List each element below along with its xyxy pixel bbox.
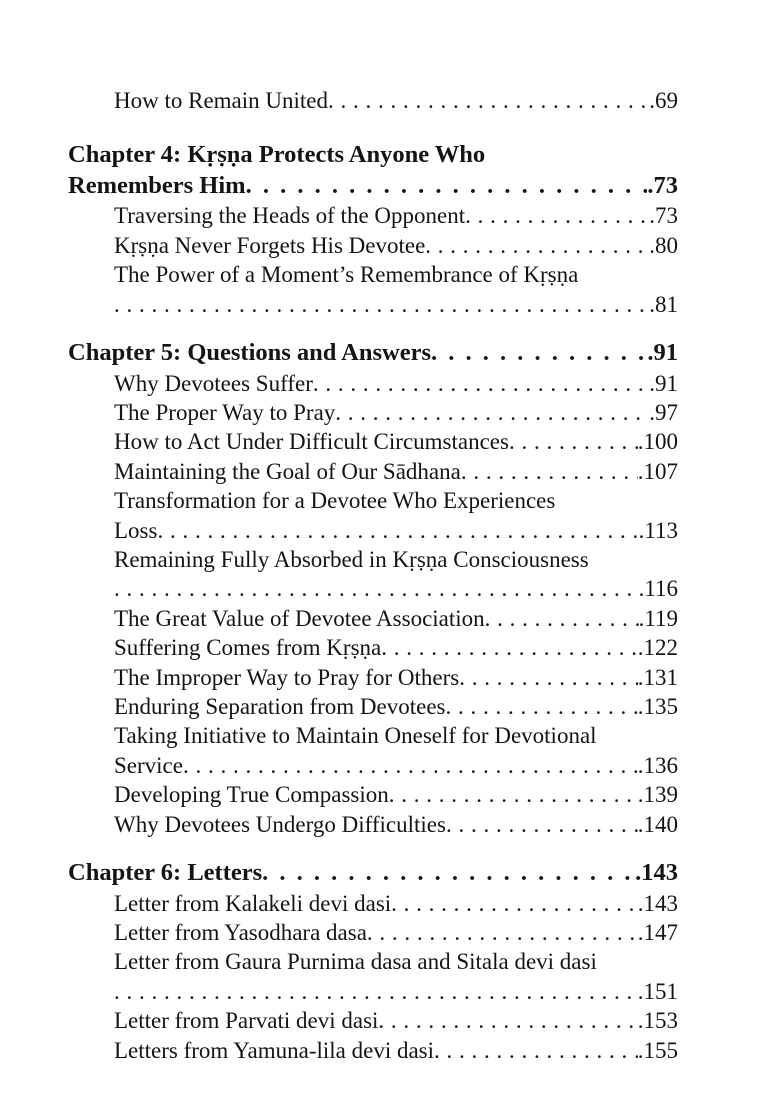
entry-page: .151 xyxy=(637,978,678,1004)
toc-entry xyxy=(68,457,678,486)
entry-title: Traversing the Heads of the Opponent xyxy=(114,203,466,229)
entry-page: .147 xyxy=(637,919,678,945)
toc-entry xyxy=(68,427,678,456)
toc-entry xyxy=(68,692,678,721)
entry-page: .136 xyxy=(637,752,678,778)
entry-page: .69 xyxy=(649,88,678,113)
dot-leader xyxy=(367,918,638,947)
toc-entry xyxy=(68,889,678,918)
entry-title-line1: Transformation for a Devotee Who Experiences xyxy=(114,488,556,514)
toc-entry xyxy=(68,633,678,662)
entry-page: .131 xyxy=(637,664,678,690)
dot-leader xyxy=(328,86,649,115)
dot-leader xyxy=(114,977,638,1006)
entry-page: .139 xyxy=(637,782,678,808)
dot-leader xyxy=(485,604,639,633)
toc-entry xyxy=(68,231,678,260)
entry-page: .135 xyxy=(637,694,678,719)
entry-page: .119 xyxy=(638,605,678,631)
dot-leader xyxy=(157,516,638,545)
toc-entry xyxy=(68,1036,678,1065)
dot-leader xyxy=(434,1036,638,1065)
entry-page: .153 xyxy=(637,1008,678,1034)
toc-entry xyxy=(68,947,678,1006)
chapter-page: .73 xyxy=(647,171,678,199)
entry-title: Letter from Yasodhara dasa xyxy=(114,919,367,945)
entry-page: .81 xyxy=(649,291,678,317)
entry-title: Letter from Gaura Purnima dasa and Sitala devi dasi xyxy=(114,949,597,975)
dot-leader xyxy=(465,201,649,230)
dot-leader xyxy=(446,692,638,721)
entry-title: Developing True Compassion xyxy=(114,782,389,808)
toc-entry xyxy=(68,810,678,839)
entry-page: .140 xyxy=(637,811,678,837)
entry-page: .143 xyxy=(637,890,678,916)
chapter-page: .143 xyxy=(635,859,678,887)
table-of-contents xyxy=(68,86,678,1065)
dot-leader xyxy=(114,290,649,319)
dot-leader xyxy=(381,633,638,662)
toc-entry xyxy=(68,918,678,947)
dot-leader xyxy=(378,1006,637,1035)
entry-title-line1: Taking Initiative to Maintain Oneself for Devotional xyxy=(114,723,597,749)
dot-leader xyxy=(246,171,648,202)
entry-page: .116 xyxy=(638,576,678,602)
entry-page: .155 xyxy=(637,1037,678,1063)
toc-entry xyxy=(68,663,678,692)
entry-page: .80 xyxy=(649,232,678,258)
toc-entry xyxy=(68,398,678,427)
entry-page: .113 xyxy=(638,517,678,543)
toc-entry xyxy=(68,486,678,545)
entry-title: Why Devotees Undergo Difficulties xyxy=(114,811,446,837)
entry-page: .91 xyxy=(649,370,678,396)
chapter-heading-line2: Remembers Him xyxy=(68,171,246,199)
chapter-heading: Chapter 5: Questions and Answers xyxy=(68,339,432,367)
entry-title: The Power of a Moment’s Remembrance of Kṛṣṇa xyxy=(114,262,579,288)
entry-page: .100 xyxy=(637,429,678,455)
entry-title: Kṛṣṇa Never Forgets His Devotee xyxy=(114,232,426,258)
entry-page: .97 xyxy=(649,399,678,425)
dot-leader xyxy=(461,457,638,486)
entry-title: Letter from Parvati devi dasi xyxy=(114,1008,379,1034)
dot-leader xyxy=(509,427,638,456)
dot-leader xyxy=(425,231,649,260)
dot-leader xyxy=(391,889,638,918)
chapter-page: .91 xyxy=(647,339,678,367)
chapter-5-heading xyxy=(68,338,678,369)
entry-title: Letter from Kalakeli devi dasi xyxy=(114,890,392,916)
toc-entry xyxy=(68,369,678,398)
dot-leader xyxy=(183,751,638,780)
chapter-heading: Chapter 6: Letters xyxy=(68,859,263,887)
entry-title: The Proper Way to Pray xyxy=(114,399,336,425)
entry-title: The Improper Way to Pray for Others xyxy=(114,664,460,690)
toc-entry xyxy=(68,780,678,809)
toc-entry xyxy=(68,1006,678,1035)
entry-title: Maintaining the Goal of Our Sādhana xyxy=(114,458,461,484)
entry-title: How to Remain United xyxy=(114,88,328,113)
dot-leader xyxy=(459,663,638,692)
entry-title-line2: Loss xyxy=(114,517,158,543)
entry-title: The Great Value of Devotee Association xyxy=(114,605,485,631)
dot-leader xyxy=(389,780,638,809)
toc-entry xyxy=(68,604,678,633)
entry-title-line2: Service xyxy=(114,752,183,778)
entry-title: Enduring Separation from Devotees xyxy=(114,694,446,719)
toc-entry xyxy=(68,86,678,115)
chapter-heading-line1: Chapter 4: Kṛṣṇa Protects Anyone Who xyxy=(68,141,486,169)
dot-leader xyxy=(431,338,647,369)
entry-title: Why Devotees Suffer xyxy=(114,370,313,396)
entry-page: .122 xyxy=(637,635,678,661)
entry-title: Letters from Yamuna-lila devi dasi xyxy=(114,1037,435,1063)
dot-leader xyxy=(335,398,649,427)
toc-entry xyxy=(68,721,678,780)
dot-leader xyxy=(313,369,649,398)
entry-title: Remaining Fully Absorbed in Kṛṣṇa Consciousness xyxy=(114,546,589,572)
toc-entry xyxy=(68,545,678,604)
dot-leader xyxy=(114,574,639,603)
chapter-4-heading xyxy=(68,140,678,201)
toc-entry xyxy=(68,260,678,319)
entry-page: .107 xyxy=(637,458,678,484)
dot-leader xyxy=(262,858,635,889)
dot-leader xyxy=(446,810,638,839)
toc-entry xyxy=(68,201,678,230)
entry-title: Suffering Comes from Kṛṣṇa xyxy=(114,635,382,661)
entry-page: .73 xyxy=(649,203,678,229)
entry-title: How to Act Under Difficult Circumstances xyxy=(114,429,509,455)
chapter-6-heading xyxy=(68,858,678,889)
